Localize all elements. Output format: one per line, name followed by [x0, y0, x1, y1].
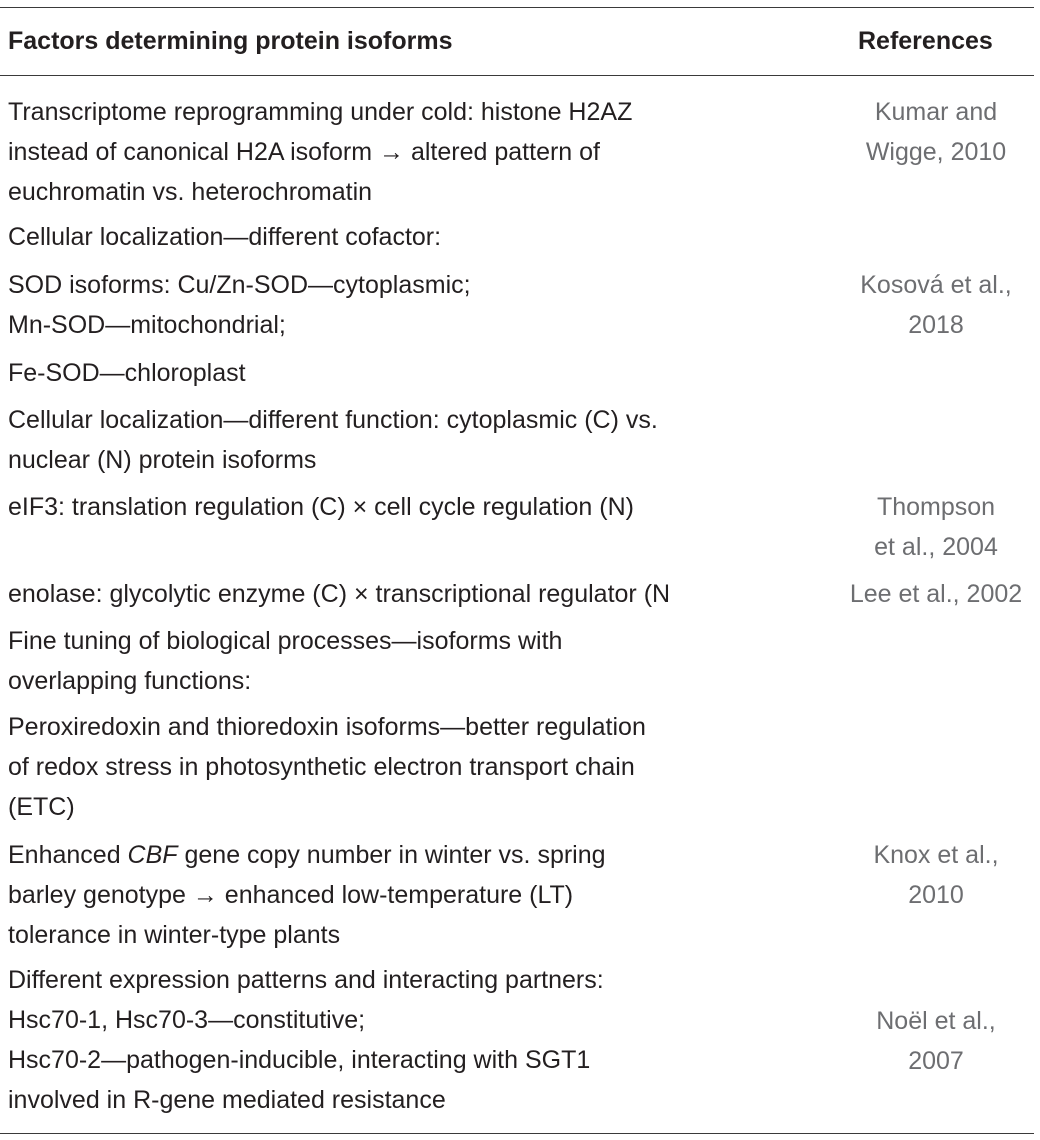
table-row-factor: [8, 487, 768, 527]
table-row-reference: [838, 1001, 1034, 1081]
header-factors: Factors determining protein isoforms: [8, 27, 453, 55]
reference-line: 2018: [908, 311, 964, 339]
table-row-factor: [8, 92, 768, 212]
table-row-reference: [838, 574, 1034, 614]
factor-line: euchromatin vs. heterochromatin: [8, 178, 373, 206]
factor-line: eIF3: translation regulation (C) × cell cycle regulation (N): [8, 493, 634, 521]
top-rule: [0, 7, 1034, 8]
table-row-factor: [8, 835, 768, 955]
table-row-reference: [838, 265, 1034, 345]
factor-line: Fe-SOD—chloroplast: [8, 359, 246, 387]
table-row-factor: [8, 621, 768, 701]
factor-line: Cellular localization—different function: cytoplasmic (C) vs.: [8, 406, 658, 434]
factor-line: Peroxiredoxin and thioredoxin isoforms—better regulation: [8, 713, 646, 741]
factor-line: [8, 835, 768, 875]
factor-line: of redox stress in photosynthetic electron transport chain: [8, 753, 635, 781]
factor-line: Fine tuning of biological processes—isoforms with: [8, 627, 563, 655]
header-rule: [0, 75, 1034, 76]
factor-line: barley genotype → enhanced low-temperature (LT): [8, 881, 574, 909]
factor-line: instead of canonical H2A isoform → altered pattern of: [8, 138, 600, 166]
reference-line: Thompson: [876, 493, 996, 521]
factor-line: Different expression patterns and interacting partners:: [8, 966, 604, 994]
reference-line: 2010: [908, 881, 964, 909]
table-row-factor: [8, 960, 768, 1120]
table-row-factor: [8, 217, 768, 257]
factor-line: Hsc70-2—pathogen-inducible, interacting with SGT1: [8, 1046, 591, 1074]
factor-line: Cellular localization—different cofactor:: [8, 223, 442, 251]
table-row-reference: [838, 835, 1034, 915]
factor-line: (ETC): [8, 793, 75, 821]
factor-line: Transcriptome reprogramming under cold: histone H2AZ: [8, 98, 633, 126]
bottom-rule: [0, 1133, 1034, 1134]
table-row-reference: [838, 92, 1034, 172]
table-row-factor: [8, 265, 768, 345]
factor-line: Mn-SOD—mitochondrial;: [8, 311, 286, 339]
reference-line: Knox et al.,: [873, 841, 999, 869]
header-references: References: [858, 27, 993, 55]
factor-line: SOD isoforms: Cu/Zn-SOD—cytoplasmic;: [8, 271, 471, 299]
reference-line: Kosová et al.,: [860, 271, 1012, 299]
gene-name-cbf: CBF: [127, 841, 178, 869]
table-row-factor: [8, 707, 768, 827]
table-row-reference: [838, 487, 1034, 567]
factor-text: Enhanced: [8, 841, 128, 869]
reference-line: 2007: [908, 1047, 964, 1075]
reference-line: et al., 2004: [874, 533, 998, 561]
reference-line: Noël et al.,: [876, 1007, 996, 1035]
factor-text: gene copy number in winter vs. spring: [177, 841, 606, 869]
factor-line: nuclear (N) protein isoforms: [8, 446, 317, 474]
factor-line: Hsc70-1, Hsc70-3—constitutive;: [8, 1006, 366, 1034]
table-row-factor: [8, 353, 768, 393]
factor-line: overlapping functions:: [8, 667, 252, 695]
reference-line: Lee et al., 2002: [849, 580, 1023, 608]
reference-line: Wigge, 2010: [865, 138, 1007, 166]
table-row-factor: [8, 400, 768, 480]
factor-line: enolase: glycolytic enzyme (C) × transcriptional regulator (N: [8, 580, 671, 608]
factor-line: involved in R-gene mediated resistance: [8, 1086, 446, 1114]
reference-line: Kumar and: [874, 98, 998, 126]
factor-line: tolerance in winter-type plants: [8, 921, 341, 949]
table-row-factor: [8, 574, 768, 614]
